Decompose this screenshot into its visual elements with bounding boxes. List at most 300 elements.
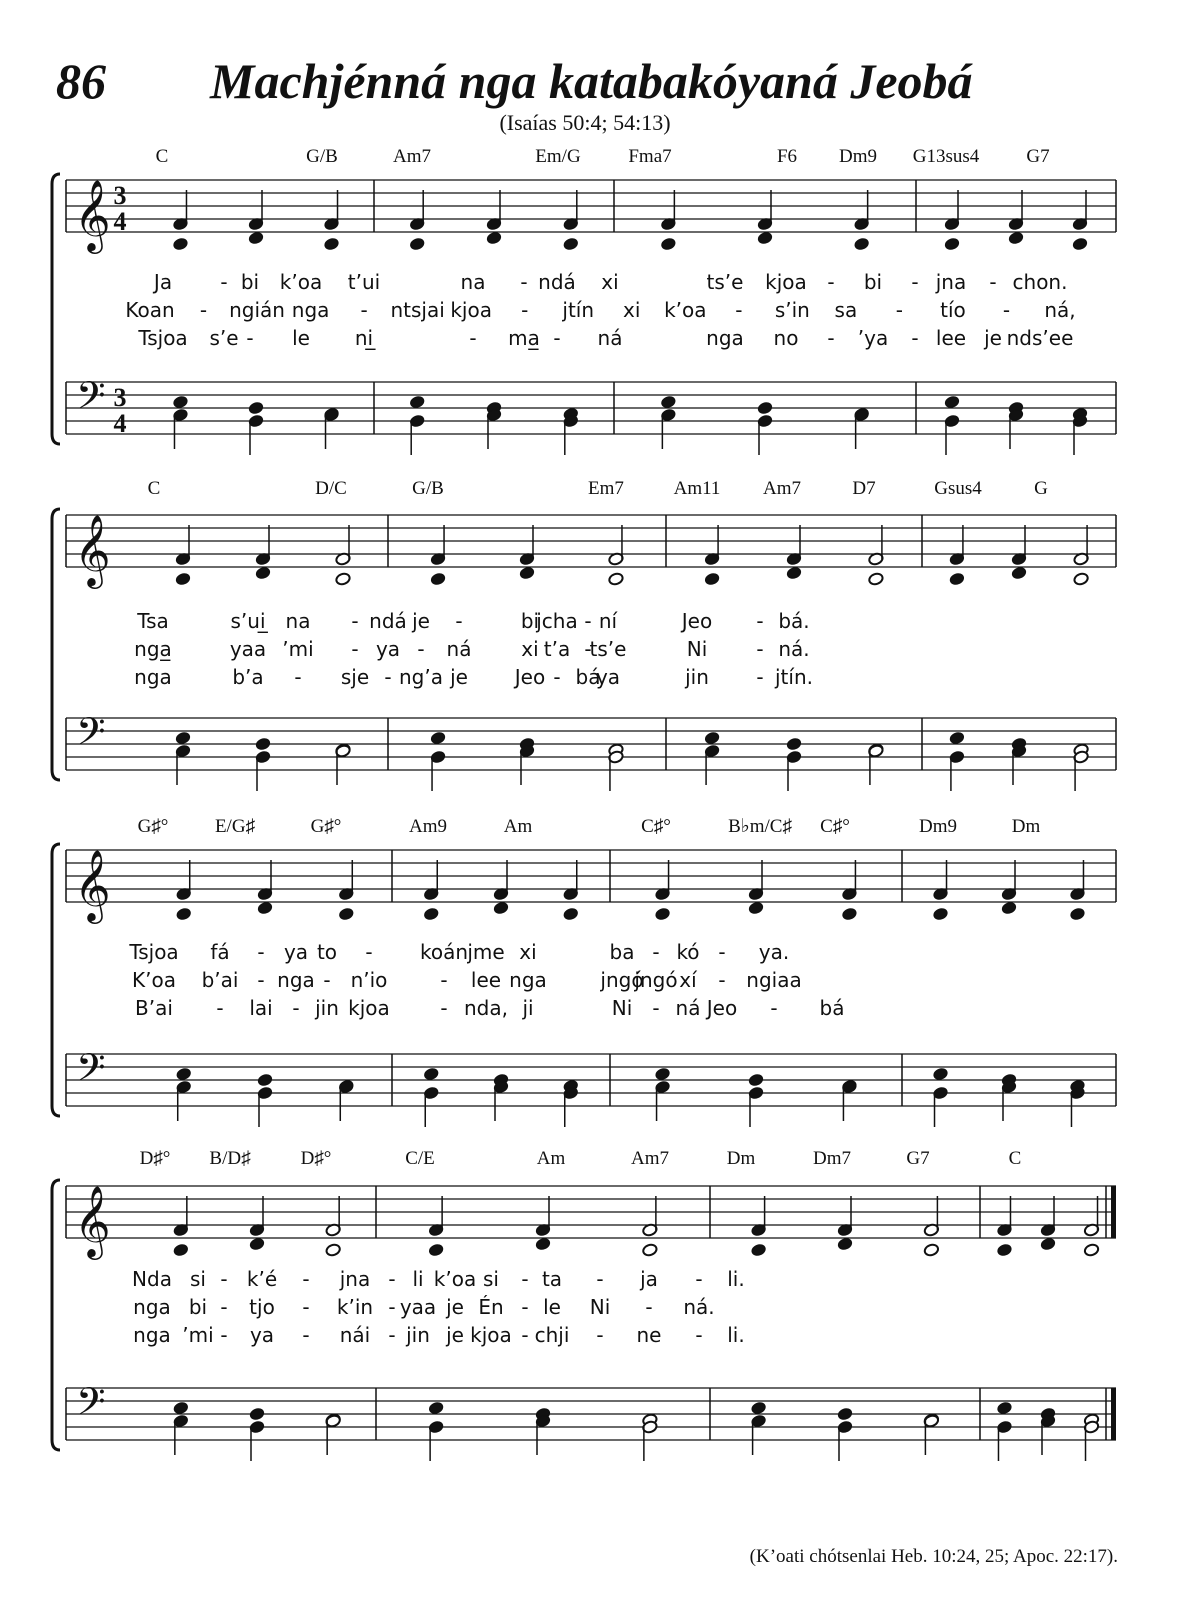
lyric-hyphen: - [388,1295,396,1319]
lyric-hyphen: - [199,298,208,322]
lyric-syllable: k’in [336,1295,374,1319]
lyric-syllable: chji [534,1323,570,1347]
lyric-syllable: bi [863,270,883,294]
lyric-syllable: t’ui [347,270,381,294]
lyric-syllable: bá [575,665,601,689]
chord-symbol: G [1034,478,1048,499]
treble-note [1008,231,1024,245]
lyric-hyphen: - [584,609,592,633]
lyric-syllable: bá [819,996,845,1020]
bass-note [944,395,960,409]
chord-symbol: Am7 [631,1148,669,1169]
chord-symbol: Am7 [393,146,431,167]
lyric-syllable: jngó [634,968,678,992]
lyric-syllable: Ni [686,637,708,661]
treble-note [837,1237,853,1251]
lyric-syllable: ná [675,996,701,1020]
chord-symbol: Gsus4 [934,478,982,499]
lyric-syllable: sje [340,665,370,689]
lyric-syllable: ya [375,637,401,661]
treble-note [868,572,884,586]
lyric-hyphen: - [302,1267,310,1291]
lyric-hyphen: - [521,1295,529,1319]
chord-symbol: Am [503,816,533,837]
treble-note [176,907,192,921]
time-signature-top: 3 [113,383,127,412]
system-bracket [52,844,60,1116]
lyric-syllable: li. [727,1267,745,1291]
bass-note [423,1067,439,1081]
lyric-syllable: k’oa [433,1267,477,1291]
lyric-syllable: li [412,1267,424,1291]
treble-note [248,231,264,245]
lyric-syllable: kjoa [450,298,492,322]
lyric-hyphen: - [360,298,368,322]
lyric-syllable: jcha [536,609,578,633]
lyric-syllable: b’ai [201,968,239,992]
lyric-syllable: jin [406,1323,430,1347]
lyric-syllable: kó [676,940,700,964]
bass-note [996,1401,1012,1415]
chord-symbol: C♯° [641,816,671,837]
treble-note [423,907,439,921]
lyric-hyphen: - [220,1323,228,1347]
chord-symbol: G13sus4 [912,146,980,167]
lyric-syllable: ndá [538,270,576,294]
chord-symbol: C [1008,1148,1022,1169]
bass-note [704,731,720,745]
treble-note [923,1243,939,1257]
treble-note [1001,901,1017,915]
lyric-syllable: kjoa [470,1323,512,1347]
treble-note [255,566,271,580]
lyric-hyphen: - [521,298,529,322]
lyric-hyphen: - [351,637,359,661]
lyric-syllable: n’io [350,968,388,992]
lyric-hyphen: - [216,996,224,1020]
lyric-syllable: nga [133,1295,171,1319]
lyric-hyphen: - [440,996,448,1020]
lyric-hyphen: - [246,326,254,350]
lyric-syllable: ts’e [706,270,744,294]
lyric-hyphen: - [718,940,726,964]
bass-note [257,1073,273,1087]
treble-note [486,231,502,245]
lyric-hyphen: - [735,298,743,322]
lyric-syllable: nga [277,968,315,992]
lyric-hyphen: - [553,665,561,689]
chord-symbol: G♯° [137,816,169,837]
chord-symbol: Am [536,1148,566,1169]
treble-clef: 𝄞 [74,848,111,921]
lyric-hyphen: - [895,298,904,322]
lyric-syllable: nga [133,1323,171,1347]
lyric-hyphen: - [417,637,425,661]
chord-symbol: Am11 [673,478,721,499]
treble-note [493,901,509,915]
lyric-syllable: je [450,665,468,689]
treble-note [323,237,339,251]
lyric-syllable: nds’ee [1006,326,1074,350]
lyric-hyphen: - [756,609,764,633]
lyric-syllable: sa [834,298,858,322]
lyric-syllable: B’ai [135,996,173,1020]
lyric-syllable: xí [679,968,697,992]
lyric-hyphen: - [521,1267,529,1291]
lyric-hyphen: - [384,665,392,689]
bass-note [428,1401,444,1415]
treble-note [786,566,802,580]
treble-note [1073,572,1089,586]
chord-symbol: Am7 [763,478,801,499]
lyric-syllable: s’in [774,298,810,322]
lyric-syllable: Ni [589,1295,611,1319]
bass-note [932,1067,948,1081]
treble-note [757,231,773,245]
chord-symbol: Dm9 [919,816,957,837]
lyric-syllable: nga [706,326,744,350]
lyric-hyphen: - [455,609,463,633]
treble-note [173,1243,189,1257]
lyric-hyphen: - [323,968,331,992]
lyric-hyphen: - [584,637,592,661]
lyric-syllable: nga [509,968,547,992]
bass-note [949,731,965,745]
lyric-syllable: lee [470,968,502,992]
lyric-syllable: yaa [229,637,267,661]
lyric-syllable: tjo [249,1295,275,1319]
lyric-syllable: si [483,1267,499,1291]
lyric-syllable: kjoa [348,996,390,1020]
lyric-syllable: ba [609,940,635,964]
lyric-hyphen: - [989,270,997,294]
treble-note [704,572,720,586]
lyric-syllable: jna [935,270,967,294]
treble-note [519,566,535,580]
lyric-syllable: b’a [232,665,264,689]
lyric-hyphen: - [596,1323,604,1347]
lyric-syllable: le [292,326,310,350]
time-signature-top: 3 [113,181,127,210]
lyric-hyphen: - [220,1267,228,1291]
lyric-syllable: Én [478,1295,504,1319]
treble-note [660,237,676,251]
lyric-syllable: ma̲ [508,326,540,350]
footer-reference: (K’oati chótsenlai Heb. 10:24, 25; Apoc. 22:17). [749,1546,1118,1567]
treble-note [249,1237,265,1251]
lyric-syllable: koán [419,940,469,964]
system-bracket [52,1180,60,1450]
lyric-syllable: le [543,1295,561,1319]
bass-clef: 𝄢 [76,1045,106,1099]
bass-note [255,737,271,751]
bass-note [654,1067,670,1081]
chord-symbol: Dm7 [813,1148,851,1169]
treble-note [654,907,670,921]
lyric-hyphen: - [652,940,660,964]
treble-note [1011,566,1027,580]
treble-note [1083,1243,1099,1257]
bass-note [176,1067,192,1081]
treble-note [932,907,948,921]
lyric-syllable: s’e [209,326,239,350]
chord-symbol: Dm [1011,816,1041,837]
bass-note [837,1407,853,1421]
lyric-syllable: Tsa [137,609,169,633]
lyric-syllable: li. [727,1323,745,1347]
lyric-syllable: ná. [778,637,810,661]
bass-clef: 𝄢 [76,1379,106,1433]
lyric-syllable: k’oa [279,270,323,294]
lyric-hyphen: - [596,1267,604,1291]
lyric-syllable: ya [249,1323,275,1347]
lyric-syllable: je [446,1295,464,1319]
lyric-hyphen: - [257,968,265,992]
chord-symbol: C [147,478,161,499]
lyric-hyphen: - [521,1323,529,1347]
lyric-syllable: ngiaa [746,968,802,992]
chord-symbol: Dm9 [839,146,877,167]
chord-symbol: G♯° [310,816,342,837]
lyric-syllable: ji [522,996,534,1020]
lyric-syllable: ne [636,1323,662,1347]
lyric-syllable: tío [940,298,966,322]
time-signature-bottom: 4 [113,409,127,438]
lyric-syllable: ja [640,1267,658,1291]
lyric-hyphen: - [220,270,228,294]
lyric-syllable: xi [521,637,539,661]
chord-symbol: Am9 [409,816,447,837]
lyric-syllable: na [460,270,486,294]
lyric-syllable: je [412,609,430,633]
treble-note [1072,237,1088,251]
treble-note [642,1243,658,1257]
lyric-hyphen: - [718,968,726,992]
lyric-syllable: jtín. [775,665,813,689]
lyric-syllable: ná. [683,1295,715,1319]
lyric-syllable: jme [467,940,505,964]
treble-note [563,237,579,251]
lyric-hyphen: - [770,996,778,1020]
lyric-syllable: ya. [758,940,790,964]
lyric-syllable: xi [519,940,537,964]
lyric-syllable: jtín [562,298,595,322]
lyric-syllable: si [190,1267,206,1291]
chord-symbol: Fma7 [628,146,672,167]
lyric-syllable: nga [291,298,330,322]
lyric-syllable: nga [134,665,172,689]
lyric-hyphen: - [257,940,265,964]
lyric-syllable: Ja [153,270,173,294]
final-barline-thick [1111,1388,1116,1440]
treble-note [854,237,870,251]
bass-note [786,737,802,751]
chord-symbol: C♯° [820,816,850,837]
lyric-syllable: ní [598,609,618,633]
chord-symbol: D7 [852,478,876,499]
lyric-syllable: jin [685,665,709,689]
bass-note [660,395,676,409]
lyric-hyphen: - [302,1323,310,1347]
treble-note [409,237,425,251]
scripture-reference: (Isaías 50:4; 54:13) [499,110,671,135]
lyric-syllable: k’é [246,1267,278,1291]
bass-note [175,731,191,745]
bass-note [757,401,773,415]
chord-symbol: F6 [776,146,798,167]
treble-clef: 𝄞 [74,178,111,251]
treble-note [335,572,351,586]
lyric-syllable: na [285,609,311,633]
lyric-syllable: fá [210,940,230,964]
lyric-syllable: nga̲ [134,637,172,661]
lyric-syllable: ta [541,1267,563,1291]
lyric-hyphen: - [827,270,835,294]
hymn-number: 86 [56,53,106,109]
chord-symbol: D/C [315,478,347,499]
system-bracket [52,174,60,444]
bass-note [249,1407,265,1421]
lyric-syllable: Jeo [706,996,738,1020]
lyric-syllable: je [446,1323,464,1347]
chord-symbol: Em7 [588,478,624,499]
lyric-syllable: K’oa [132,968,176,992]
bass-note [173,1401,189,1415]
lyric-syllable: chon. [1012,270,1068,294]
lyric-syllable: ’mi [282,637,314,661]
lyric-syllable: Nda [132,1267,172,1291]
lyric-syllable: kjoa [765,270,807,294]
hymn-title: Machjénná nga katabakóyaná Jeobá [210,53,973,109]
treble-note [428,1243,444,1257]
chord-symbol: G7 [1026,146,1050,167]
chord-symbol: B♭m/C♯ [728,816,792,837]
treble-note [608,572,624,586]
treble-note [175,572,191,586]
treble-note [949,572,965,586]
lyric-syllable: nái [339,1323,371,1347]
lyric-syllable: jin [315,996,339,1020]
lyric-syllable: ng’a [399,665,443,689]
lyric-hyphen: - [827,326,835,350]
lyric-syllable: xi [623,298,641,322]
treble-note [1069,907,1085,921]
lyric-hyphen: - [645,1295,653,1319]
lyric-syllable: ná, [1044,298,1076,322]
bass-note [748,1073,764,1087]
lyric-syllable: s’ui̲ [230,609,266,633]
bass-note [751,1401,767,1415]
lyric-hyphen: - [365,940,373,964]
lyric-syllable: Jeo [681,609,713,633]
lyric-syllable: ntsjai [390,298,445,322]
chord-symbol: E/G♯ [214,816,256,837]
bass-clef: 𝄢 [76,373,106,427]
time-signature-bottom: 4 [113,207,127,236]
lyric-hyphen: - [652,996,660,1020]
lyric-syllable: bi [520,609,540,633]
lyric-hyphen: - [695,1323,703,1347]
chord-symbol: Dm [726,1148,756,1169]
lyric-hyphen: - [911,270,919,294]
chord-symbol: C [155,146,169,167]
final-barline-thick [1111,1186,1116,1238]
lyric-syllable: ná [446,637,472,661]
treble-note [325,1243,341,1257]
lyric-syllable: ndá [369,609,407,633]
lyric-syllable: ’ya [857,326,889,350]
lyric-syllable: to [316,940,338,964]
lyric-syllable: ya [595,665,621,689]
bass-clef: 𝄢 [76,709,106,763]
chord-symbol: G/B [306,146,338,167]
lyric-syllable: nda, [464,996,508,1020]
lyric-syllable: lee [935,326,967,350]
lyric-hyphen: - [294,665,302,689]
treble-note [172,237,188,251]
lyric-syllable: bi [240,270,260,294]
treble-note [996,1243,1012,1257]
lyric-syllable: je [984,326,1002,350]
treble-note [748,901,764,915]
treble-clef: 𝄞 [74,513,111,586]
chord-symbol: C/E [405,1148,435,1169]
lyric-syllable: Ni [611,996,633,1020]
lyric-syllable: ngián [229,298,285,322]
lyric-syllable: Tsjoa [129,940,179,964]
treble-note [535,1237,551,1251]
bass-note [248,401,264,415]
lyric-hyphen: - [695,1267,703,1291]
bass-note [409,395,425,409]
bass-note [430,731,446,745]
lyric-syllable: Tsjoa [138,326,188,350]
lyric-syllable: ts’e [589,637,627,661]
lyric-syllable: xi [601,270,619,294]
treble-note [944,237,960,251]
lyric-syllable: jna [339,1267,371,1291]
lyric-syllable: Jeo [514,665,546,689]
lyric-syllable: yaa [399,1295,437,1319]
lyric-hyphen: - [1002,298,1011,322]
lyric-hyphen: - [292,996,300,1020]
lyric-hyphen: - [553,326,561,350]
lyric-hyphen: - [469,326,477,350]
chord-symbol: G7 [906,1148,930,1169]
lyric-hyphen: - [911,326,919,350]
lyric-hyphen: - [440,968,448,992]
treble-note [338,907,354,921]
lyric-syllable: t’a [543,637,571,661]
bass-note [172,395,188,409]
chord-symbol: B/D♯ [209,1148,251,1169]
chord-symbol: G/B [412,478,444,499]
lyric-syllable: bá. [778,609,810,633]
treble-note [563,907,579,921]
lyric-hyphen: - [520,270,528,294]
lyric-syllable: bi [188,1295,208,1319]
chord-symbol: Em/G [535,146,581,167]
treble-note [751,1243,767,1257]
treble-note [257,901,273,915]
treble-note [1040,1237,1056,1251]
lyric-hyphen: - [756,665,764,689]
lyric-syllable: ’mi [182,1323,214,1347]
treble-note [430,572,446,586]
lyric-syllable: Koan [125,298,175,322]
lyric-hyphen: - [351,609,359,633]
lyric-hyphen: - [302,1295,310,1319]
